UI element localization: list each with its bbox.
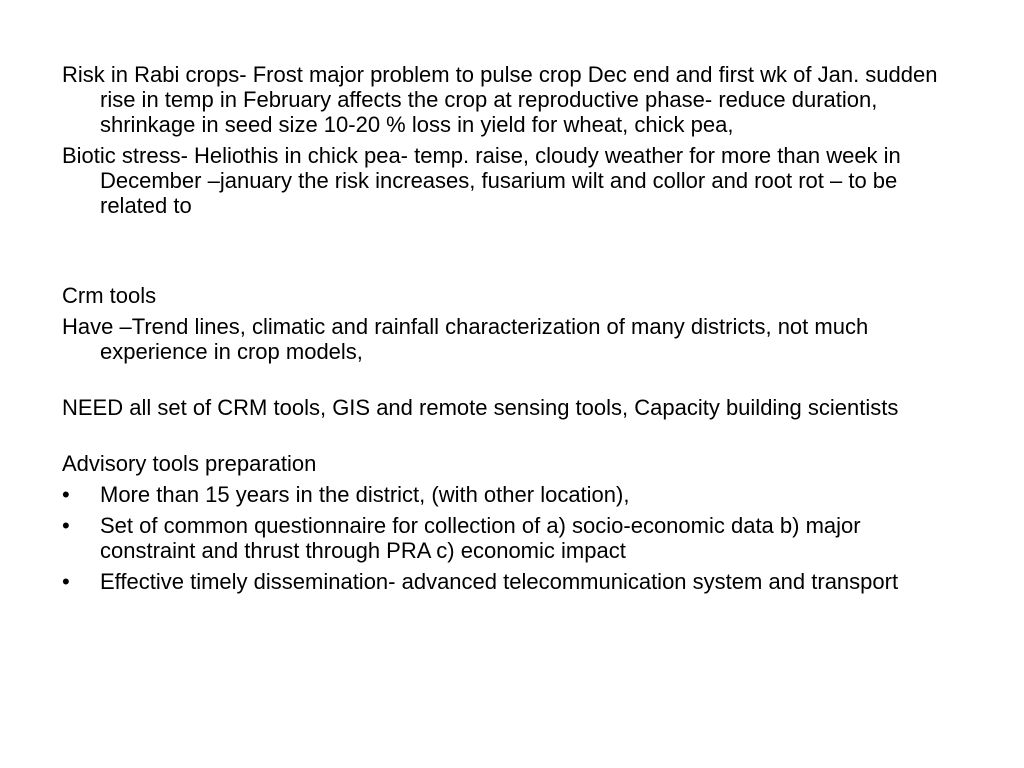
bullet-item: [62, 482, 962, 507]
bullet-text: Effective timely dissemination- advanced telecommunication system and transport: [100, 569, 899, 594]
bullet-text: Set of common questionnaire for collection of a) socio-economic data b) major constraint and thrust through PRA c) economic impact: [100, 513, 861, 563]
bullet-icon: •: [62, 569, 70, 594]
risk-rabi-paragraph: Risk in Rabi crops- Frost major problem to pulse crop Dec end and first wk of Jan. sudden rise in temp in February affects the crop at reproductive phase- reduce duration, shrinkage in seed size 10-20 % loss in yield for wheat, chick pea,: [62, 62, 938, 137]
bullet-item: [62, 569, 962, 594]
advisory-heading: Advisory tools preparation: [62, 451, 317, 476]
biotic-stress-paragraph: Biotic stress- Heliothis in chick pea- temp. raise, cloudy weather for more than week in December –january the risk increases, fusarium wilt and collor and root rot – to be related to: [62, 143, 901, 218]
have-paragraph: Have –Trend lines, climatic and rainfall characterization of many districts, not much experience in crop models,: [62, 314, 869, 364]
crm-tools-heading: Crm tools: [62, 283, 157, 308]
bullet-item: [62, 513, 962, 563]
bullet-icon: •: [62, 482, 70, 507]
bullet-text: More than 15 years in the district, (with other location),: [100, 482, 630, 507]
slide-content: [62, 62, 962, 594]
advisory-bullet-list: [62, 482, 962, 594]
need-paragraph: NEED all set of CRM tools, GIS and remote sensing tools, Capacity building scientists: [62, 395, 899, 420]
bullet-icon: •: [62, 513, 70, 538]
